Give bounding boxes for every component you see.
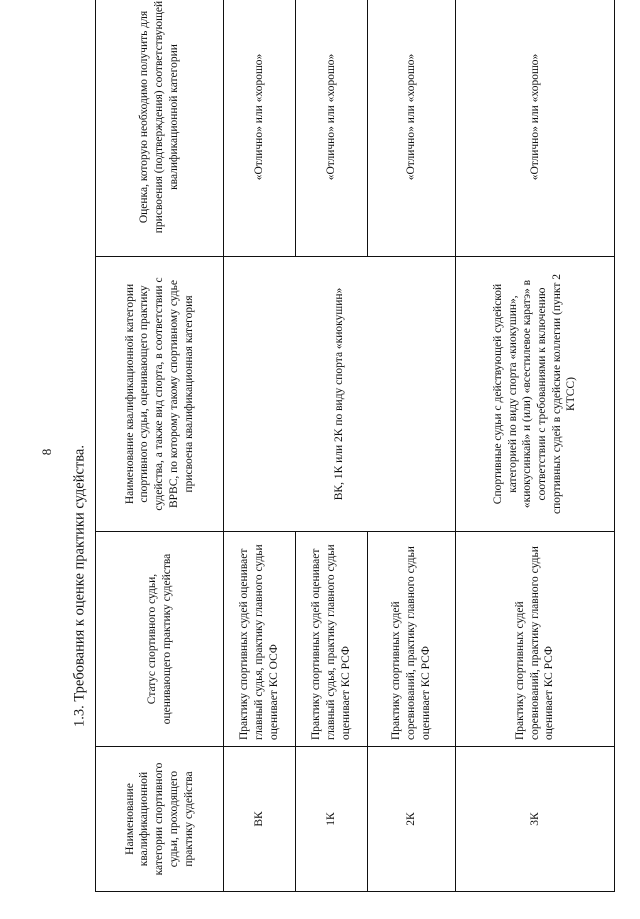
section-heading-text: 1.3. Требования к оценке практики судейства. bbox=[71, 445, 88, 727]
cell-evaluator-category: ВК, 1К или 2К по виду спорта «киокушин» bbox=[224, 257, 456, 532]
requirements-table-wrapper bbox=[95, 0, 614, 892]
cell-status: Практику спортивных судей оценивает главный судья, практику главного судьи оценивает КС РСФ bbox=[296, 532, 368, 747]
cell-status: Практику спортивных судей соревнований, практику главного судьи оценивает КС РСФ bbox=[368, 532, 456, 747]
table-row bbox=[224, 0, 296, 892]
header-category: Наименование квалификационной категории спортивного судьи, проходящего практику судейства bbox=[96, 747, 224, 892]
table-header-row bbox=[96, 0, 224, 892]
cell-grade: «Отлично» или «хорошо» bbox=[224, 0, 296, 257]
header-grade: Оценка, которую необходимо получить для присвоения (подтверждения) соответствующей квалификационной категории bbox=[96, 0, 224, 257]
cell-category: 2К bbox=[368, 747, 456, 892]
cell-category: 3К bbox=[456, 747, 615, 892]
cell-status: Практику спортивных судей оценивает главный судья, практику главного судьи оценивает КС ОСФ bbox=[224, 532, 296, 747]
requirements-table bbox=[95, 0, 615, 892]
header-evaluator-category: Наименование квалификационной категории спортивного судьи, оценивающего практику судейства, а также вид спорта, в соответствии с ВРВС, по которому такому спортивному судье присвоена квалификационная категория bbox=[96, 257, 224, 532]
cell-grade: «Отлично» или «хорошо» bbox=[456, 0, 615, 257]
cell-grade: «Отлично» или «хорошо» bbox=[296, 0, 368, 257]
cell-category: 1К bbox=[296, 747, 368, 892]
cell-grade: «Отлично» или «хорошо» bbox=[368, 0, 456, 257]
page-number-text: 8 bbox=[39, 448, 54, 456]
cell-category: ВК bbox=[224, 747, 296, 892]
table-row bbox=[456, 0, 615, 892]
header-status: Статус спортивного судьи, оценивающего практику судейства bbox=[96, 532, 224, 747]
cell-status: Практику спортивных судей соревнований, практику главного судьи оценивает КС РСФ bbox=[456, 532, 615, 747]
cell-evaluator-category: Спортивные судьи с действующей судейской категорией по виду спорта «киокушин», «киокусинкай» и (или) «всестилевое каратэ» в соответствии с требованиями к включению спортивных судей в судейские коллегии (пункт 2 КТСС) bbox=[456, 257, 615, 532]
requirements-table-rotated bbox=[95, 0, 614, 892]
